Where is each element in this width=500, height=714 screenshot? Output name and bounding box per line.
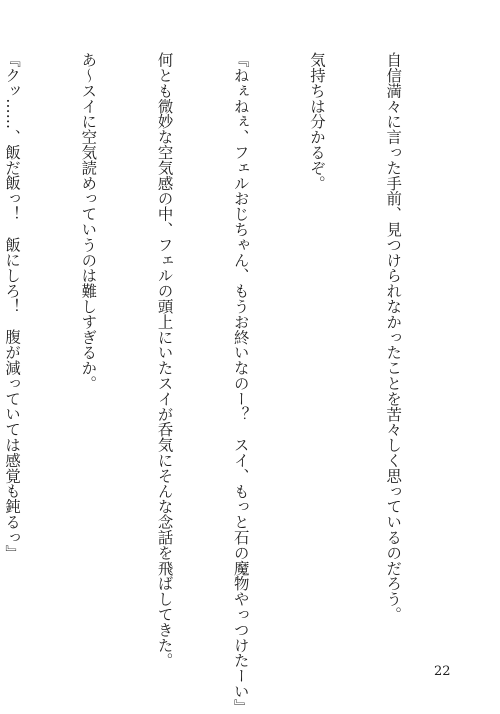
text-line: 『ねぇねぇ、フェルおじちゃん、もうお終いなのー？ スイ、もっと石の魔物やっつけたーい』 [231, 52, 250, 714]
text-line: 気持ちは分かるぞ。 [307, 52, 326, 191]
text-line: あ～スイに空気読めっていうのは難しすぎるか。 [79, 52, 98, 391]
page-number: 22 [434, 664, 451, 679]
text-line: 自信満々に言った手前、見つけられなかったことを苦々しく思っているのだろう。 [384, 52, 403, 622]
text-line: 何とも微妙な空気感の中、フェルの頭上にいたスイが呑気にそんな念話を飛ばしてきた。 [155, 52, 174, 668]
text-line: 『クッ……、飯だ飯っ！ 飯にしろ！ 腹が減っていては感覚も鈍るっ』 [3, 52, 22, 561]
